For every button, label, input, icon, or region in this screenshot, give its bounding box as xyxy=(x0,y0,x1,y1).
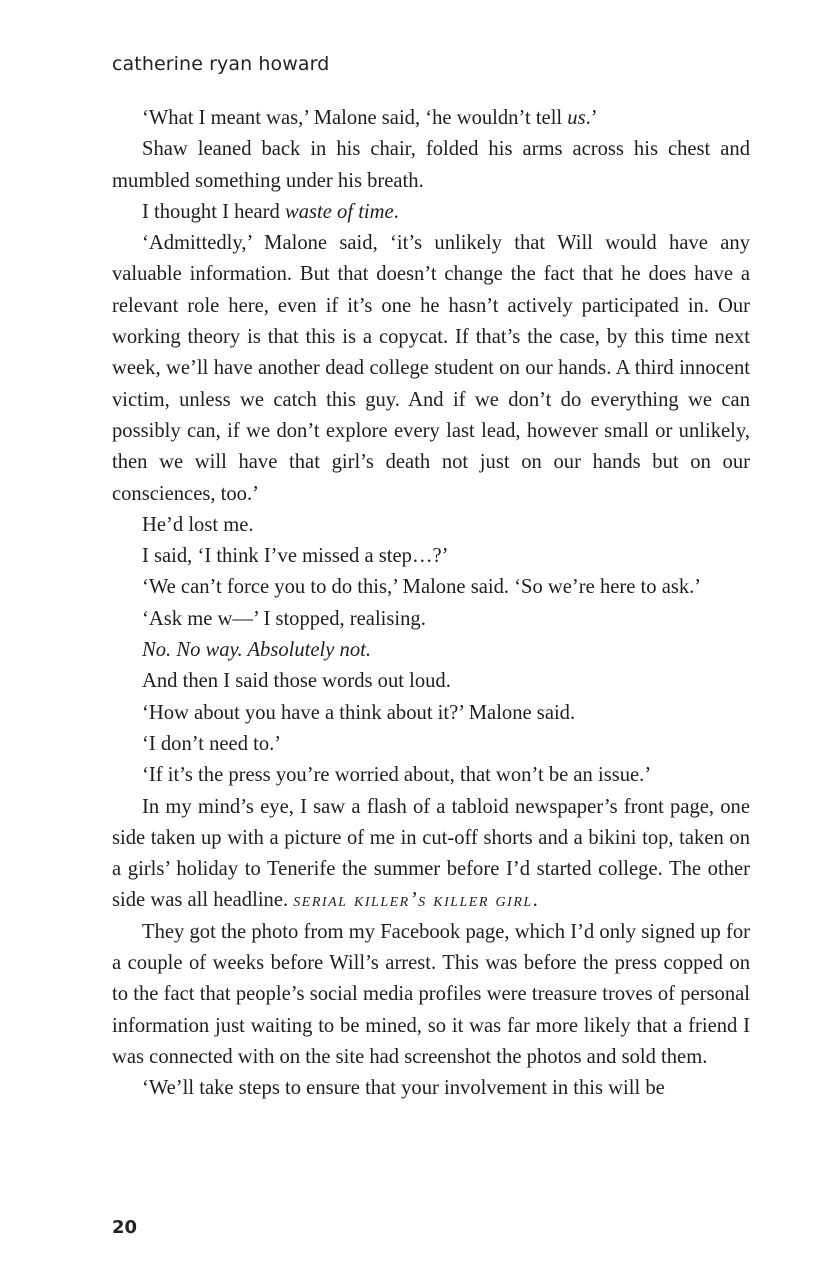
paragraph xyxy=(112,197,750,228)
paragraph-text: . xyxy=(393,200,399,223)
paragraph: ‘Admittedly,’ Malone said, ‘it’s unlikely that Will would have any valuable information. But that doesn’t change the fact that he does have a relevant role here, even if it’s one he hasn’t actively participated in. Our working theory is that this is a copycat. If that’s the case, by this time next week, we’ll have another dead college student on our hands. A third innocent victim, unless we catch this guy. And if we don’t do everything we can possibly can, if we don’t explore every last lead, however small or unlikely, then we will have that girl’s death not just on our hands but on our consciences, too.’ xyxy=(112,232,750,505)
paragraph: ‘We can’t force you to do this,’ Malone said. ‘So we’re here to ask.’ xyxy=(142,576,702,599)
page-number: 20 xyxy=(112,1217,138,1238)
paragraph: ‘Ask me w—’ I stopped, realising. xyxy=(142,607,426,630)
paragraph xyxy=(112,792,750,917)
paragraph-text: . xyxy=(532,889,538,912)
paragraph-text: In my mind’s eye, I saw a flash of a tabloid newspaper’s front page, one side taken up with a picture of me in cut-off shorts and a bikini top, taken on a girls’ holiday to Tenerife the summer before I’d started college. The other side was all headline. xyxy=(112,795,750,912)
running-head: catherine ryan howard xyxy=(112,53,330,75)
emphasis-text: us xyxy=(567,107,586,129)
emphasis-text: waste of time xyxy=(284,200,394,223)
paragraph-text: I thought I heard xyxy=(142,200,285,223)
paragraph: ‘How about you have a think about it?’ Malone said. xyxy=(142,701,576,724)
paragraph xyxy=(112,103,750,134)
emphasis-text: No. No way. Absolutely not. xyxy=(142,639,372,662)
paragraph: I said, ‘I think I’ve missed a step…?’ xyxy=(142,545,449,568)
paragraph: They got the photo from my Facebook page, which I’d only signed up for a couple of weeks before Will’s arrest. This was before the press copped on to the fact that people’s social media profiles were treasure troves of personal information just waiting to be mined, so it was far more likely that a friend I was connected with on the site had screenshot the photos and sold them. xyxy=(112,920,750,1068)
paragraph xyxy=(112,635,750,666)
paragraph: ‘I don’t need to.’ xyxy=(142,732,282,755)
headline-smallcaps: serial killer’s killer girl xyxy=(293,889,533,912)
paragraph: And then I said those words out loud. xyxy=(142,670,451,693)
paragraph: He’d lost me. xyxy=(142,513,254,536)
paragraph: Shaw leaned back in his chair, folded his arms across his chest and mumbled something under his breath. xyxy=(112,138,750,192)
paragraph-text: ‘What I meant was,’ Malone said, ‘he wouldn’t tell xyxy=(142,107,568,129)
paragraph-text: .’ xyxy=(585,107,598,129)
paragraph: ‘We’ll take steps to ensure that your involvement in this will be xyxy=(142,1077,665,1100)
paragraph: ‘If it’s the press you’re worried about, that won’t be an issue.’ xyxy=(142,764,652,787)
body-text xyxy=(112,103,750,1105)
